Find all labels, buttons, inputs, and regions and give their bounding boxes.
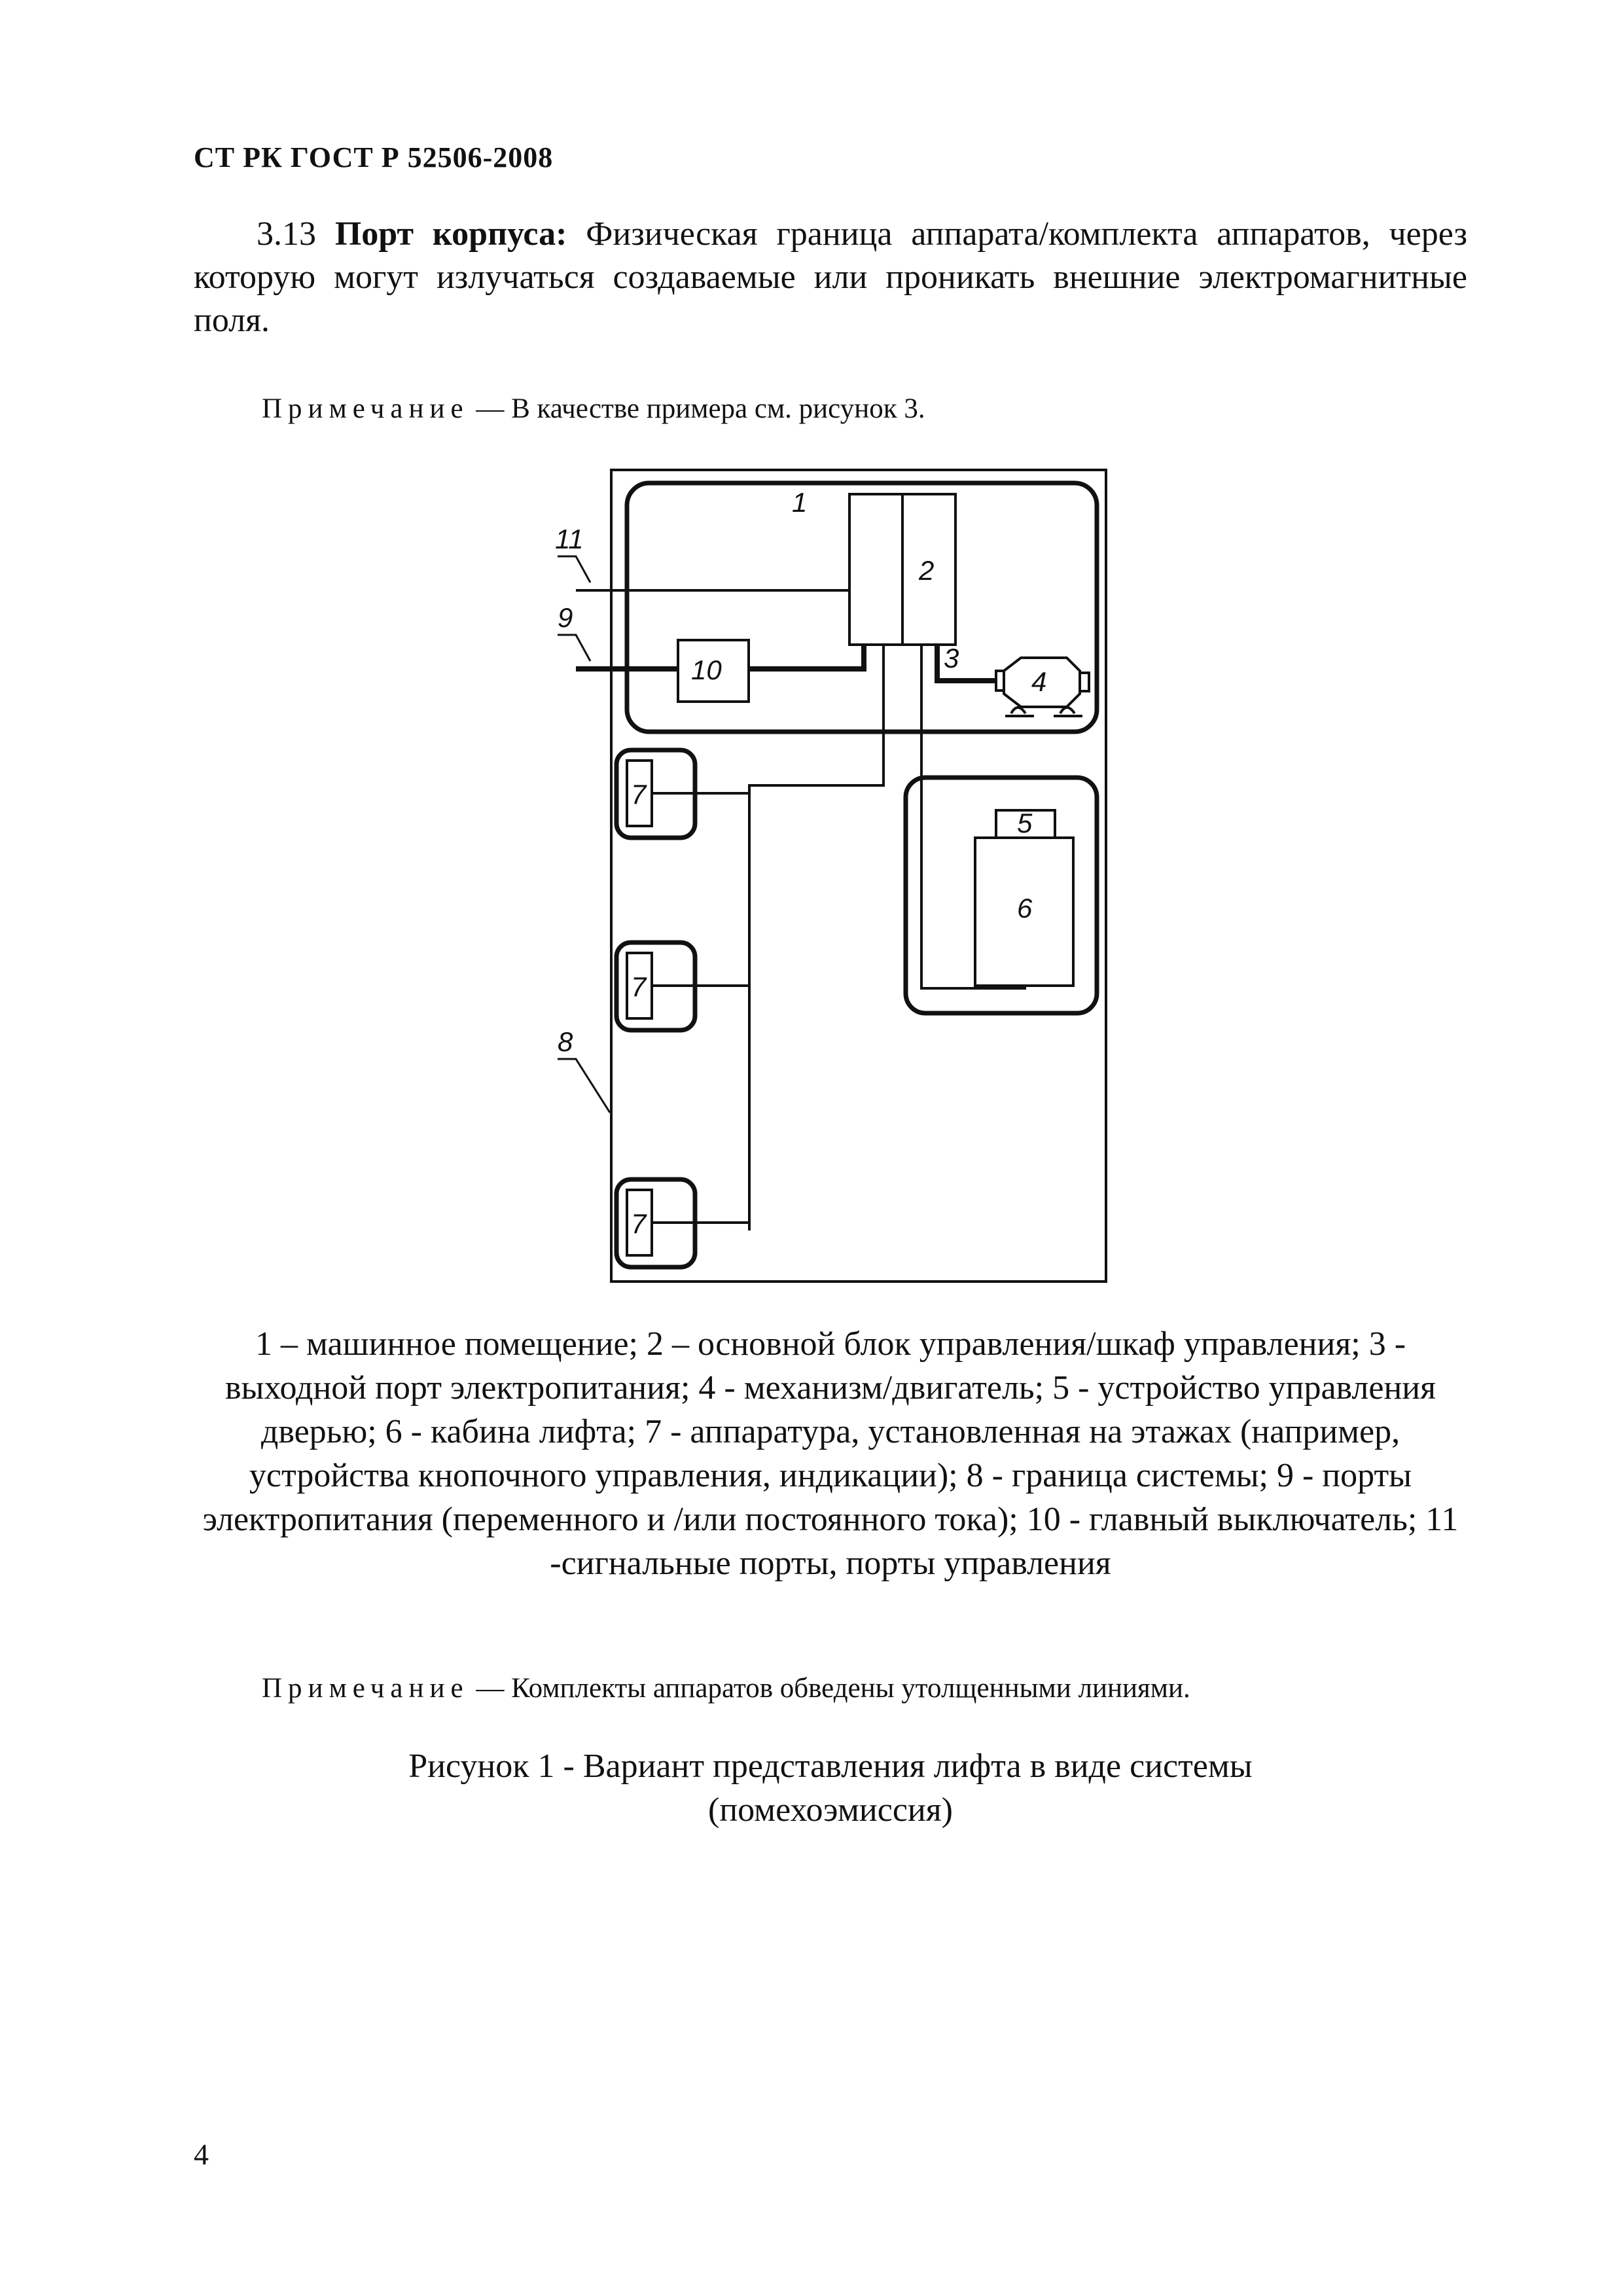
label-2: 2 <box>919 555 935 586</box>
label-6: 6 <box>1017 893 1033 924</box>
label-10: 10 <box>691 655 722 685</box>
figure-legend: 1 – машинное помещение; 2 – основной блок управления/шкаф управления; 3 - выходной порт электропитания; 4 - механизм/двигатель; 5 - устройство управления дверью; 6 - кабина лифта; 7 - аппаратура, установленная на этажах (например, устройства кнопочного управления, индикации); 8 - граница системы; 9 - порты электропитания (переменного и /или постоянного тока); 10 - главный выключатель; 11 -сигнальные порты, порты управления <box>202 1325 1459 1582</box>
caption-line-2: (помехоэмиссия) <box>708 1791 953 1829</box>
note-label: Примечание <box>262 1673 469 1704</box>
clause-term: Порт корпуса: <box>334 215 567 253</box>
caption-line-1: Рисунок 1 - Вариант представления лифта в виде системы <box>408 1748 1253 1785</box>
label-8: 8 <box>558 1026 573 1057</box>
label-7b: 7 <box>631 971 647 1002</box>
figure-caption <box>194 1744 1467 1832</box>
label-3: 3 <box>944 643 959 673</box>
document-code: СТ РК ГОСТ Р 52506-2008 <box>194 141 554 173</box>
label-7c: 7 <box>631 1208 647 1239</box>
clause-definition: Физическая граница аппарата/комплекта аппаратов, через которую могут излучаться создаваемые или проникать внешние электромагнитные поля. <box>194 215 1468 339</box>
note-sets <box>262 1672 1190 1704</box>
label-5: 5 <box>1017 808 1033 838</box>
label-1: 1 <box>792 487 808 518</box>
machine-room-box <box>627 483 1097 732</box>
note-label: Примечание <box>262 393 469 424</box>
note-text: — Комплекты аппаратов обведены утолщенными линиями. <box>476 1673 1190 1704</box>
note-text: — В качестве примера см. рисунок 3. <box>476 393 925 424</box>
clause-number: 3.13 <box>257 215 316 253</box>
car-enclosure-box <box>906 778 1097 1013</box>
label-9: 9 <box>558 602 573 633</box>
page-number: 4 <box>194 2138 209 2171</box>
label-4: 4 <box>1031 666 1047 697</box>
label-7a: 7 <box>631 779 647 810</box>
label-11: 11 <box>555 524 584 554</box>
